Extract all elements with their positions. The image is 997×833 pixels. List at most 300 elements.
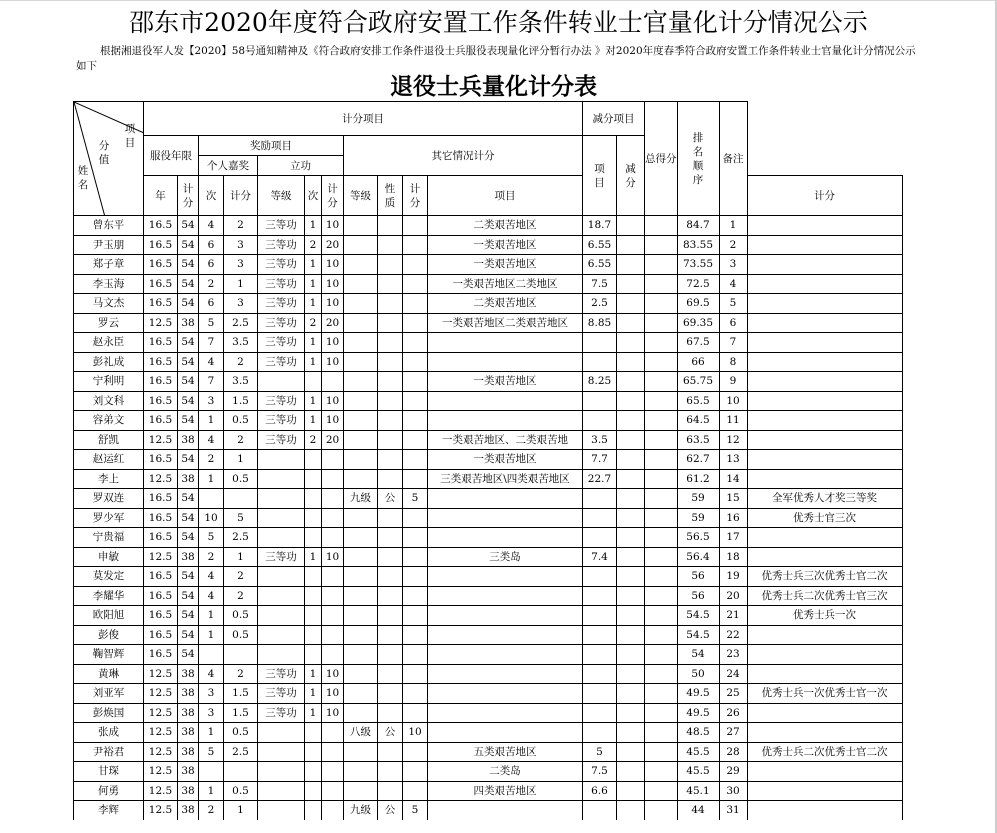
row-other-item-cell xyxy=(428,528,583,548)
header-deduct xyxy=(617,136,645,216)
row-remarks-cell: 优秀士兵二次优秀士官二次 xyxy=(747,742,902,762)
row-deduct-score-cell xyxy=(645,567,678,587)
row-name-cell: 鞠智辉 xyxy=(74,645,144,665)
row-other-nature-cell xyxy=(378,235,403,255)
row-merit-times-cell xyxy=(305,645,322,665)
row-rank-cell: 3 xyxy=(719,255,747,275)
row-total-cell: 45.5 xyxy=(677,742,719,762)
row-commend-score-cell: 1 xyxy=(224,801,258,820)
row-other-item-score-cell xyxy=(583,801,617,820)
row-commend-times-cell: 7 xyxy=(199,372,224,392)
row-remarks-cell xyxy=(747,391,902,411)
row-commend-score-cell: 0.5 xyxy=(224,606,258,626)
header-rewards: 奖励项目 xyxy=(199,136,344,156)
header-commend-times: 次 xyxy=(199,176,224,216)
row-other-item-cell: 一类艰苦地区、二类艰苦地 xyxy=(428,430,583,450)
row-merit-score-cell xyxy=(322,781,344,801)
row-deduct-score-cell xyxy=(645,216,678,236)
row-other-item-score-cell xyxy=(583,567,617,587)
row-other-score-cell: 10 xyxy=(403,723,428,743)
row-other-score-cell xyxy=(403,430,428,450)
row-deduct-score-cell xyxy=(645,489,678,509)
row-remarks-cell xyxy=(747,703,902,723)
row-commend-score-cell xyxy=(224,762,258,782)
row-commend-score-cell: 0.5 xyxy=(224,723,258,743)
row-years-score-cell: 54 xyxy=(178,528,199,548)
row-deduct-item-cell xyxy=(617,703,645,723)
row-other-grade-cell xyxy=(344,547,378,567)
row-merit-grade-cell xyxy=(258,489,305,509)
row-merit-grade-cell: 三等功 xyxy=(258,274,305,294)
row-remarks-cell xyxy=(747,469,902,489)
row-rank-cell: 12 xyxy=(719,430,747,450)
row-commend-score-cell: 2 xyxy=(224,586,258,606)
row-years-score-cell: 38 xyxy=(178,781,199,801)
row-deduct-item-cell xyxy=(617,235,645,255)
row-years-score-cell: 38 xyxy=(178,684,199,704)
row-rank-cell: 28 xyxy=(719,742,747,762)
row-commend-times-cell xyxy=(199,762,224,782)
row-other-item-score-cell xyxy=(583,528,617,548)
row-deduct-item-cell xyxy=(617,352,645,372)
table-row xyxy=(74,430,903,450)
row-deduct-item-cell xyxy=(617,391,645,411)
row-deduct-item-cell xyxy=(617,430,645,450)
row-remarks-cell: 优秀士兵一次 xyxy=(747,606,902,626)
row-other-item-score-cell: 7.7 xyxy=(583,450,617,470)
row-other-item-score-cell: 6.55 xyxy=(583,255,617,275)
row-years-score-cell: 38 xyxy=(178,723,199,743)
header-deduction-items: 减分项目 xyxy=(583,102,645,136)
row-merit-times-cell: 1 xyxy=(305,664,322,684)
row-other-nature-cell: 公 xyxy=(378,723,403,743)
row-years-score-cell: 54 xyxy=(178,411,199,431)
row-total-cell: 72.5 xyxy=(677,274,719,294)
row-total-cell: 59 xyxy=(677,489,719,509)
row-other-grade-cell: 九级 xyxy=(344,801,378,820)
row-other-grade-cell xyxy=(344,430,378,450)
row-years-score-cell: 54 xyxy=(178,586,199,606)
table-row xyxy=(74,235,903,255)
row-other-grade-cell xyxy=(344,333,378,353)
row-other-item-cell: 一类艰苦地区二类地区 xyxy=(428,274,583,294)
table-row xyxy=(74,684,903,704)
score-table xyxy=(73,101,903,820)
row-other-score-cell xyxy=(403,216,428,236)
row-other-score-cell xyxy=(403,372,428,392)
row-total-cell: 66 xyxy=(677,352,719,372)
header-rank-text: 排名顺序 xyxy=(692,131,704,186)
row-total-cell: 84.7 xyxy=(677,216,719,236)
row-deduct-score-cell xyxy=(645,781,678,801)
row-merit-grade-cell xyxy=(258,723,305,743)
row-other-nature-cell xyxy=(378,352,403,372)
row-name-cell: 罗双连 xyxy=(74,489,144,509)
row-other-score-cell xyxy=(403,255,428,275)
row-commend-times-cell: 4 xyxy=(199,216,224,236)
row-total-cell: 56.5 xyxy=(677,528,719,548)
row-rank-cell: 7 xyxy=(719,333,747,353)
row-merit-score-cell: 10 xyxy=(322,352,344,372)
row-merit-times-cell xyxy=(305,625,322,645)
row-name-cell: 申敏 xyxy=(74,547,144,567)
row-years-score-cell: 54 xyxy=(178,235,199,255)
row-rank-cell: 14 xyxy=(719,469,747,489)
row-other-item-cell: 一类艰苦地区 xyxy=(428,235,583,255)
row-other-item-cell: 二类岛 xyxy=(428,762,583,782)
row-deduct-item-cell xyxy=(617,625,645,645)
row-remarks-cell xyxy=(747,723,902,743)
header-deduct-item xyxy=(583,136,617,216)
row-rank-cell: 13 xyxy=(719,450,747,470)
row-years-score-cell: 38 xyxy=(178,313,199,333)
table-row xyxy=(74,645,903,665)
row-commend-score-cell: 0.5 xyxy=(224,625,258,645)
row-merit-grade-cell xyxy=(258,528,305,548)
row-commend-times-cell: 4 xyxy=(199,586,224,606)
row-commend-times-cell: 7 xyxy=(199,333,224,353)
row-other-item-score-cell xyxy=(583,489,617,509)
row-merit-score-cell xyxy=(322,645,344,665)
row-rank-cell: 17 xyxy=(719,528,747,548)
row-other-nature-cell xyxy=(378,508,403,528)
row-commend-score-cell: 1.5 xyxy=(224,684,258,704)
row-other-item-score-cell: 22.7 xyxy=(583,469,617,489)
row-service-years-cell: 16.5 xyxy=(144,508,178,528)
table-row xyxy=(74,489,903,509)
row-deduct-score-cell xyxy=(645,664,678,684)
row-deduct-item-cell xyxy=(617,547,645,567)
row-other-grade-cell xyxy=(344,567,378,587)
row-deduct-item-cell xyxy=(617,469,645,489)
row-total-cell: 63.5 xyxy=(677,430,719,450)
row-rank-cell: 22 xyxy=(719,625,747,645)
row-merit-times-cell: 1 xyxy=(305,684,322,704)
table-row xyxy=(74,625,903,645)
row-other-score-cell xyxy=(403,606,428,626)
table-row xyxy=(74,781,903,801)
row-name-cell: 宁利明 xyxy=(74,372,144,392)
row-other-item-score-cell xyxy=(583,411,617,431)
row-other-nature-cell xyxy=(378,255,403,275)
row-deduct-item-cell xyxy=(617,742,645,762)
row-service-years-cell: 16.5 xyxy=(144,625,178,645)
row-other-item-cell xyxy=(428,586,583,606)
row-other-grade-cell xyxy=(344,664,378,684)
row-years-score-cell: 38 xyxy=(178,742,199,762)
row-other-grade-cell xyxy=(344,216,378,236)
row-other-item-cell: 五类艰苦地区 xyxy=(428,742,583,762)
row-deduct-score-cell xyxy=(645,274,678,294)
row-other-item-cell xyxy=(428,684,583,704)
row-commend-times-cell xyxy=(199,489,224,509)
row-service-years-cell: 16.5 xyxy=(144,352,178,372)
row-merit-grade-cell xyxy=(258,606,305,626)
row-commend-score-cell: 2.5 xyxy=(224,742,258,762)
row-other-score-cell xyxy=(403,547,428,567)
row-rank-cell: 24 xyxy=(719,664,747,684)
row-merit-grade-cell: 三等功 xyxy=(258,294,305,314)
row-deduct-item-cell xyxy=(617,294,645,314)
row-total-cell: 50 xyxy=(677,664,719,684)
row-deduct-score-cell xyxy=(645,625,678,645)
row-name-cell: 李上 xyxy=(74,469,144,489)
row-merit-times-cell xyxy=(305,586,322,606)
row-remarks-cell xyxy=(747,781,902,801)
row-commend-times-cell: 3 xyxy=(199,391,224,411)
row-service-years-cell: 16.5 xyxy=(144,235,178,255)
row-merit-score-cell xyxy=(322,586,344,606)
row-remarks-cell xyxy=(747,625,902,645)
row-service-years-cell: 16.5 xyxy=(144,567,178,587)
row-remarks-cell xyxy=(747,294,902,314)
row-other-item-cell: 一类艰苦地区二类艰苦地区 xyxy=(428,313,583,333)
row-years-score-cell: 54 xyxy=(178,372,199,392)
row-remarks-cell xyxy=(747,645,902,665)
row-merit-score-cell xyxy=(322,606,344,626)
row-remarks-cell: 优秀士兵三次优秀士官二次 xyxy=(747,567,902,587)
header-other-nature xyxy=(378,176,403,216)
row-commend-times-cell: 1 xyxy=(199,411,224,431)
table-row xyxy=(74,450,903,470)
row-other-nature-cell xyxy=(378,430,403,450)
row-other-item-cell: 三类艰苦地区\四类艰苦地区 xyxy=(428,469,583,489)
row-rank-cell: 11 xyxy=(719,411,747,431)
row-merit-times-cell xyxy=(305,508,322,528)
row-commend-score-cell: 2 xyxy=(224,352,258,372)
page-title: 邵东市2020年度符合政府安置工作条件转业士官量化计分情况公示 xyxy=(129,8,868,37)
header-total: 总得分 xyxy=(645,102,678,216)
row-other-grade-cell xyxy=(344,313,378,333)
row-other-grade-cell xyxy=(344,391,378,411)
row-deduct-item-cell xyxy=(617,762,645,782)
row-merit-times-cell: 1 xyxy=(305,255,322,275)
row-other-item-score-cell xyxy=(583,391,617,411)
row-years-score-cell: 54 xyxy=(178,352,199,372)
row-merit-grade-cell: 三等功 xyxy=(258,391,305,411)
row-commend-times-cell: 2 xyxy=(199,274,224,294)
row-other-score-cell xyxy=(403,625,428,645)
row-deduct-item-cell xyxy=(617,567,645,587)
row-merit-score-cell: 10 xyxy=(322,664,344,684)
row-total-cell: 45.1 xyxy=(677,781,719,801)
row-total-cell: 56.4 xyxy=(677,547,719,567)
row-other-score-cell xyxy=(403,411,428,431)
row-rank-cell: 18 xyxy=(719,547,747,567)
row-other-score-cell xyxy=(403,762,428,782)
row-other-score-cell xyxy=(403,567,428,587)
row-other-grade-cell xyxy=(344,450,378,470)
row-years-score-cell: 38 xyxy=(178,762,199,782)
row-service-years-cell: 16.5 xyxy=(144,645,178,665)
row-other-item-score-cell xyxy=(583,333,617,353)
row-name-cell: 黄琳 xyxy=(74,664,144,684)
row-other-nature-cell xyxy=(378,528,403,548)
row-rank-cell: 15 xyxy=(719,489,747,509)
header-rank xyxy=(677,102,719,216)
row-merit-grade-cell xyxy=(258,645,305,665)
row-commend-score-cell: 0.5 xyxy=(224,781,258,801)
header-deduct-item-text: 项目 xyxy=(594,162,605,189)
row-total-cell: 65.75 xyxy=(677,372,719,392)
row-remarks-cell xyxy=(747,274,902,294)
row-total-cell: 54.5 xyxy=(677,625,719,645)
row-merit-times-cell: 1 xyxy=(305,294,322,314)
row-name-cell: 张成 xyxy=(74,723,144,743)
row-other-nature-cell xyxy=(378,411,403,431)
row-deduct-score-cell xyxy=(645,372,678,392)
row-merit-grade-cell xyxy=(258,762,305,782)
row-other-item-score-cell: 7.5 xyxy=(583,762,617,782)
row-merit-times-cell: 2 xyxy=(305,235,322,255)
row-merit-times-cell xyxy=(305,781,322,801)
header-year: 年 xyxy=(144,176,178,216)
row-other-item-score-cell xyxy=(583,508,617,528)
row-other-item-cell xyxy=(428,391,583,411)
row-other-item-cell: 二类艰苦地区 xyxy=(428,294,583,314)
row-commend-score-cell: 3 xyxy=(224,255,258,275)
row-service-years-cell: 12.5 xyxy=(144,313,178,333)
row-merit-times-cell xyxy=(305,469,322,489)
table-row xyxy=(74,801,903,820)
header-other: 其它情况计分 xyxy=(344,136,583,176)
row-merit-times-cell xyxy=(305,372,322,392)
row-other-score-cell xyxy=(403,450,428,470)
row-merit-score-cell: 20 xyxy=(322,430,344,450)
row-other-score-cell xyxy=(403,664,428,684)
row-other-nature-cell xyxy=(378,450,403,470)
row-rank-cell: 29 xyxy=(719,762,747,782)
row-deduct-item-cell xyxy=(617,801,645,820)
row-commend-score-cell: 0.5 xyxy=(224,469,258,489)
row-commend-times-cell: 10 xyxy=(199,508,224,528)
row-other-grade-cell xyxy=(344,762,378,782)
row-other-score-cell xyxy=(403,469,428,489)
row-commend-times-cell: 5 xyxy=(199,528,224,548)
header-service-years: 服役年限 xyxy=(144,136,199,176)
row-merit-score-cell: 10 xyxy=(322,411,344,431)
table-row xyxy=(74,723,903,743)
row-other-nature-cell xyxy=(378,567,403,587)
row-deduct-item-cell xyxy=(617,586,645,606)
row-merit-score-cell: 10 xyxy=(322,294,344,314)
row-rank-cell: 26 xyxy=(719,703,747,723)
row-deduct-item-cell xyxy=(617,723,645,743)
row-service-years-cell: 12.5 xyxy=(144,684,178,704)
row-deduct-score-cell xyxy=(645,547,678,567)
table-row xyxy=(74,352,903,372)
row-deduct-item-cell xyxy=(617,645,645,665)
row-remarks-cell xyxy=(747,430,902,450)
row-merit-times-cell xyxy=(305,489,322,509)
row-rank-cell: 6 xyxy=(719,313,747,333)
row-merit-times-cell xyxy=(305,723,322,743)
row-merit-score-cell: 10 xyxy=(322,391,344,411)
row-deduct-item-cell xyxy=(617,684,645,704)
row-merit-score-cell xyxy=(322,469,344,489)
row-name-cell: 刘亚军 xyxy=(74,684,144,704)
row-commend-times-cell: 6 xyxy=(199,235,224,255)
table-row xyxy=(74,255,903,275)
row-remarks-cell xyxy=(747,255,902,275)
row-other-nature-cell xyxy=(378,313,403,333)
row-deduct-item-cell xyxy=(617,664,645,684)
row-years-score-cell: 54 xyxy=(178,450,199,470)
row-years-score-cell: 54 xyxy=(178,567,199,587)
table-row xyxy=(74,703,903,723)
row-other-item-score-cell xyxy=(583,606,617,626)
row-deduct-score-cell xyxy=(645,430,678,450)
row-total-cell: 69.5 xyxy=(677,294,719,314)
row-commend-score-cell: 0.5 xyxy=(224,411,258,431)
row-other-nature-cell xyxy=(378,586,403,606)
row-other-nature-cell xyxy=(378,274,403,294)
row-remarks-cell xyxy=(747,333,902,353)
row-deduct-item-cell xyxy=(617,372,645,392)
row-remarks-cell xyxy=(747,762,902,782)
header-merit-times: 次 xyxy=(305,176,322,216)
row-name-cell: 容弟文 xyxy=(74,411,144,431)
row-years-score-cell: 54 xyxy=(178,391,199,411)
row-other-score-cell: 5 xyxy=(403,489,428,509)
corner-score-label: 分值 xyxy=(98,140,110,166)
row-other-nature-cell xyxy=(378,762,403,782)
row-other-nature-cell xyxy=(378,625,403,645)
row-deduct-score-cell xyxy=(645,313,678,333)
row-years-score-cell: 54 xyxy=(178,216,199,236)
row-total-cell: 49.5 xyxy=(677,684,719,704)
row-commend-times-cell: 4 xyxy=(199,567,224,587)
row-merit-times-cell xyxy=(305,567,322,587)
row-deduct-score-cell xyxy=(645,703,678,723)
row-other-item-score-cell: 8.25 xyxy=(583,372,617,392)
row-other-score-cell xyxy=(403,742,428,762)
row-other-nature-cell xyxy=(378,391,403,411)
row-merit-grade-cell: 三等功 xyxy=(258,235,305,255)
row-deduct-score-cell xyxy=(645,606,678,626)
row-deduct-score-cell xyxy=(645,645,678,665)
row-remarks-cell xyxy=(747,411,902,431)
row-other-score-cell xyxy=(403,333,428,353)
page-top-edge xyxy=(0,0,997,1)
row-merit-times-cell: 2 xyxy=(305,313,322,333)
header-corner-cell xyxy=(74,102,144,216)
row-total-cell: 69.35 xyxy=(677,313,719,333)
row-total-cell: 65.5 xyxy=(677,391,719,411)
row-deduct-score-cell xyxy=(645,469,678,489)
row-deduct-score-cell xyxy=(645,450,678,470)
table-row xyxy=(74,664,903,684)
row-rank-cell: 16 xyxy=(719,508,747,528)
row-total-cell: 73.55 xyxy=(677,255,719,275)
row-deduct-item-cell xyxy=(617,333,645,353)
row-name-cell: 赵永臣 xyxy=(74,333,144,353)
row-merit-score-cell: 20 xyxy=(322,235,344,255)
row-commend-score-cell: 3.5 xyxy=(224,372,258,392)
row-total-cell: 61.2 xyxy=(677,469,719,489)
row-total-cell: 49.5 xyxy=(677,703,719,723)
row-merit-times-cell: 1 xyxy=(305,703,322,723)
row-merit-times-cell: 1 xyxy=(305,547,322,567)
row-remarks-cell: 全军优秀人才奖三等奖 xyxy=(747,489,902,509)
row-name-cell: 罗少军 xyxy=(74,508,144,528)
row-merit-times-cell: 1 xyxy=(305,333,322,353)
row-remarks-cell: 优秀士兵二次优秀士官三次 xyxy=(747,586,902,606)
row-merit-times-cell xyxy=(305,606,322,626)
header-merit-score-text: 计分 xyxy=(327,182,338,209)
row-merit-grade-cell xyxy=(258,567,305,587)
row-merit-score-cell: 10 xyxy=(322,684,344,704)
